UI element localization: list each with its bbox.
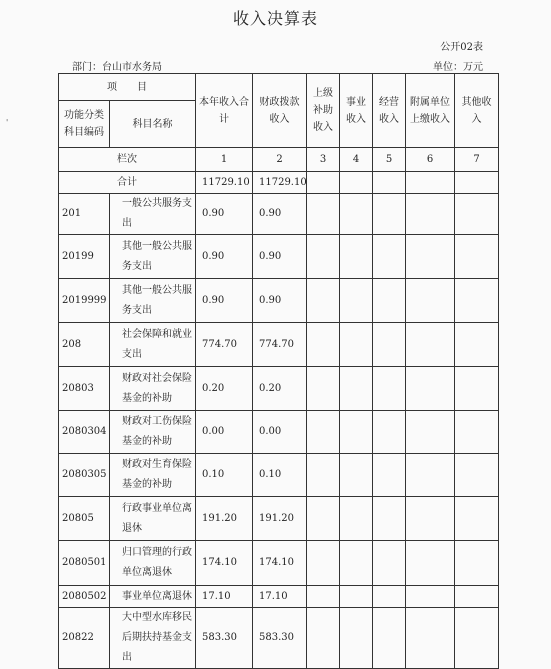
row-empty-cell [307, 411, 340, 454]
table-row [59, 279, 499, 323]
table-row [59, 586, 499, 608]
row-empty-cell [406, 279, 455, 323]
row-empty-cell [455, 454, 499, 497]
row-empty-cell [373, 411, 406, 454]
row-empty-cell [307, 323, 340, 367]
row-empty-cell [340, 279, 373, 323]
table-row [59, 541, 499, 586]
row-name: 社会保障和就业支出 [110, 323, 196, 367]
row-name: 财政对工伤保险基金的补助 [110, 411, 196, 454]
row-empty-cell [373, 497, 406, 541]
income-table [58, 73, 499, 669]
row-name: 其他一般公共服务支出 [110, 279, 196, 323]
row-name: 行政事业单位离退休 [110, 497, 196, 541]
header-total-income: 本年收入合计 [196, 74, 253, 148]
stray-mark: ' [6, 118, 9, 127]
row-name: 归口管理的行政单位离退休 [110, 541, 196, 586]
row-fiscal: 774.70 [253, 323, 307, 367]
row-empty-cell [406, 367, 455, 411]
header-func-code: 功能分类科目编码 [59, 101, 110, 148]
row-empty-cell [373, 608, 406, 669]
col-number-2: 2 [253, 148, 307, 172]
row-empty-cell [340, 541, 373, 586]
row-empty-cell [455, 235, 499, 279]
row-fiscal: 0.90 [253, 235, 307, 279]
total-income-value: 11729.10 [196, 172, 253, 194]
row-empty-cell [406, 608, 455, 669]
unit-label: 单位：万元 [433, 62, 483, 73]
total-fiscal-value: 11729.10 [253, 172, 307, 194]
row-empty-cell [373, 235, 406, 279]
header-fiscal-appropriation: 财政拨款收入 [253, 74, 307, 148]
row-code: 2080304 [59, 411, 110, 454]
row-empty-cell [373, 541, 406, 586]
row-total: 191.20 [196, 497, 253, 541]
col-number-4: 4 [340, 148, 373, 172]
row-empty-cell [340, 586, 373, 608]
row-empty-cell [340, 454, 373, 497]
row-fiscal: 0.90 [253, 279, 307, 323]
row-empty-cell [455, 411, 499, 454]
col-number-5: 5 [373, 148, 406, 172]
row-code: 20805 [59, 497, 110, 541]
row-total: 0.90 [196, 279, 253, 323]
row-empty-cell [307, 541, 340, 586]
row-fiscal: 174.10 [253, 541, 307, 586]
page-title: 收入决算表 [232, 9, 318, 28]
table-row [59, 235, 499, 279]
header-item: 项 目 [59, 74, 196, 101]
row-empty-cell [307, 454, 340, 497]
table-row [59, 367, 499, 411]
row-fiscal: 0.20 [253, 367, 307, 411]
row-total: 174.10 [196, 541, 253, 586]
row-empty-cell [340, 367, 373, 411]
row-empty-cell [406, 497, 455, 541]
row-empty-cell [406, 323, 455, 367]
header-superior-subsidy: 上级补助收入 [307, 74, 340, 148]
row-empty-cell [340, 235, 373, 279]
row-code: 20803 [59, 367, 110, 411]
col-number-3: 3 [307, 148, 340, 172]
row-empty-cell [455, 194, 499, 235]
col-number-6: 6 [406, 148, 455, 172]
row-total: 0.00 [196, 411, 253, 454]
row-empty-cell [406, 454, 455, 497]
row-name: 一般公共服务支出 [110, 194, 196, 235]
row-empty-cell [406, 235, 455, 279]
total-label: 合计 [59, 172, 196, 194]
col-number-1: 1 [196, 148, 253, 172]
row-empty-cell [340, 411, 373, 454]
table-row [59, 411, 499, 454]
row-fiscal: 0.90 [253, 194, 307, 235]
col-number-7: 7 [455, 148, 499, 172]
table-row [59, 497, 499, 541]
header-operating-income: 经营收入 [373, 74, 406, 148]
row-empty-cell [455, 367, 499, 411]
row-empty-cell [307, 194, 340, 235]
header-business-income: 事业收入 [340, 74, 373, 148]
row-empty-cell [455, 586, 499, 608]
row-code: 2080501 [59, 541, 110, 586]
row-empty-cell [373, 279, 406, 323]
row-empty-cell [455, 608, 499, 669]
row-empty-cell [406, 586, 455, 608]
row-code: 20199 [59, 235, 110, 279]
row-empty-cell [307, 608, 340, 669]
row-name: 其他一般公共服务支出 [110, 235, 196, 279]
row-empty-cell [373, 454, 406, 497]
row-empty-cell [307, 279, 340, 323]
row-name: 财政对社会保险基金的补助 [110, 367, 196, 411]
row-name: 财政对生育保险基金的补助 [110, 454, 196, 497]
header-column-order: 栏次 [59, 148, 196, 172]
table-row [59, 194, 499, 235]
row-total: 583.30 [196, 608, 253, 669]
row-fiscal: 0.00 [253, 411, 307, 454]
row-empty-cell [455, 279, 499, 323]
row-empty-cell [307, 586, 340, 608]
row-empty-cell [373, 586, 406, 608]
row-fiscal: 583.30 [253, 608, 307, 669]
row-empty-cell [406, 411, 455, 454]
row-empty-cell [406, 194, 455, 235]
row-empty-cell [307, 235, 340, 279]
row-empty-cell [340, 194, 373, 235]
row-code: 2080305 [59, 454, 110, 497]
row-empty-cell [307, 367, 340, 411]
row-fiscal: 191.20 [253, 497, 307, 541]
row-total: 17.10 [196, 586, 253, 608]
row-code: 2080502 [59, 586, 110, 608]
row-name: 大中型水库移民后期扶持基金支出 [110, 608, 196, 669]
row-empty-cell [455, 323, 499, 367]
row-empty-cell [340, 497, 373, 541]
row-total: 0.90 [196, 235, 253, 279]
row-code: 2019999 [59, 279, 110, 323]
row-empty-cell [455, 541, 499, 586]
row-name: 事业单位离退休 [110, 586, 196, 608]
row-code: 208 [59, 323, 110, 367]
table-row [59, 454, 499, 497]
row-fiscal: 0.10 [253, 454, 307, 497]
form-code: 公开02表 [440, 42, 483, 53]
row-empty-cell [340, 323, 373, 367]
row-empty-cell [373, 367, 406, 411]
row-empty-cell [373, 194, 406, 235]
table-row [59, 323, 499, 367]
row-total: 0.10 [196, 454, 253, 497]
row-total: 0.20 [196, 367, 253, 411]
header-other-income: 其他收入 [455, 74, 499, 148]
row-empty-cell [455, 497, 499, 541]
row-code: 201 [59, 194, 110, 235]
row-code: 20822 [59, 608, 110, 669]
row-empty-cell [340, 608, 373, 669]
row-empty-cell [373, 323, 406, 367]
row-empty-cell [406, 541, 455, 586]
row-empty-cell [307, 497, 340, 541]
row-total: 0.90 [196, 194, 253, 235]
header-subject-name: 科目名称 [110, 101, 196, 148]
row-fiscal: 17.10 [253, 586, 307, 608]
header-affiliated-income: 附属单位上缴收入 [406, 74, 455, 148]
row-total: 774.70 [196, 323, 253, 367]
table-row [59, 608, 499, 669]
department-label: 部门：台山市水务局 [72, 62, 162, 73]
